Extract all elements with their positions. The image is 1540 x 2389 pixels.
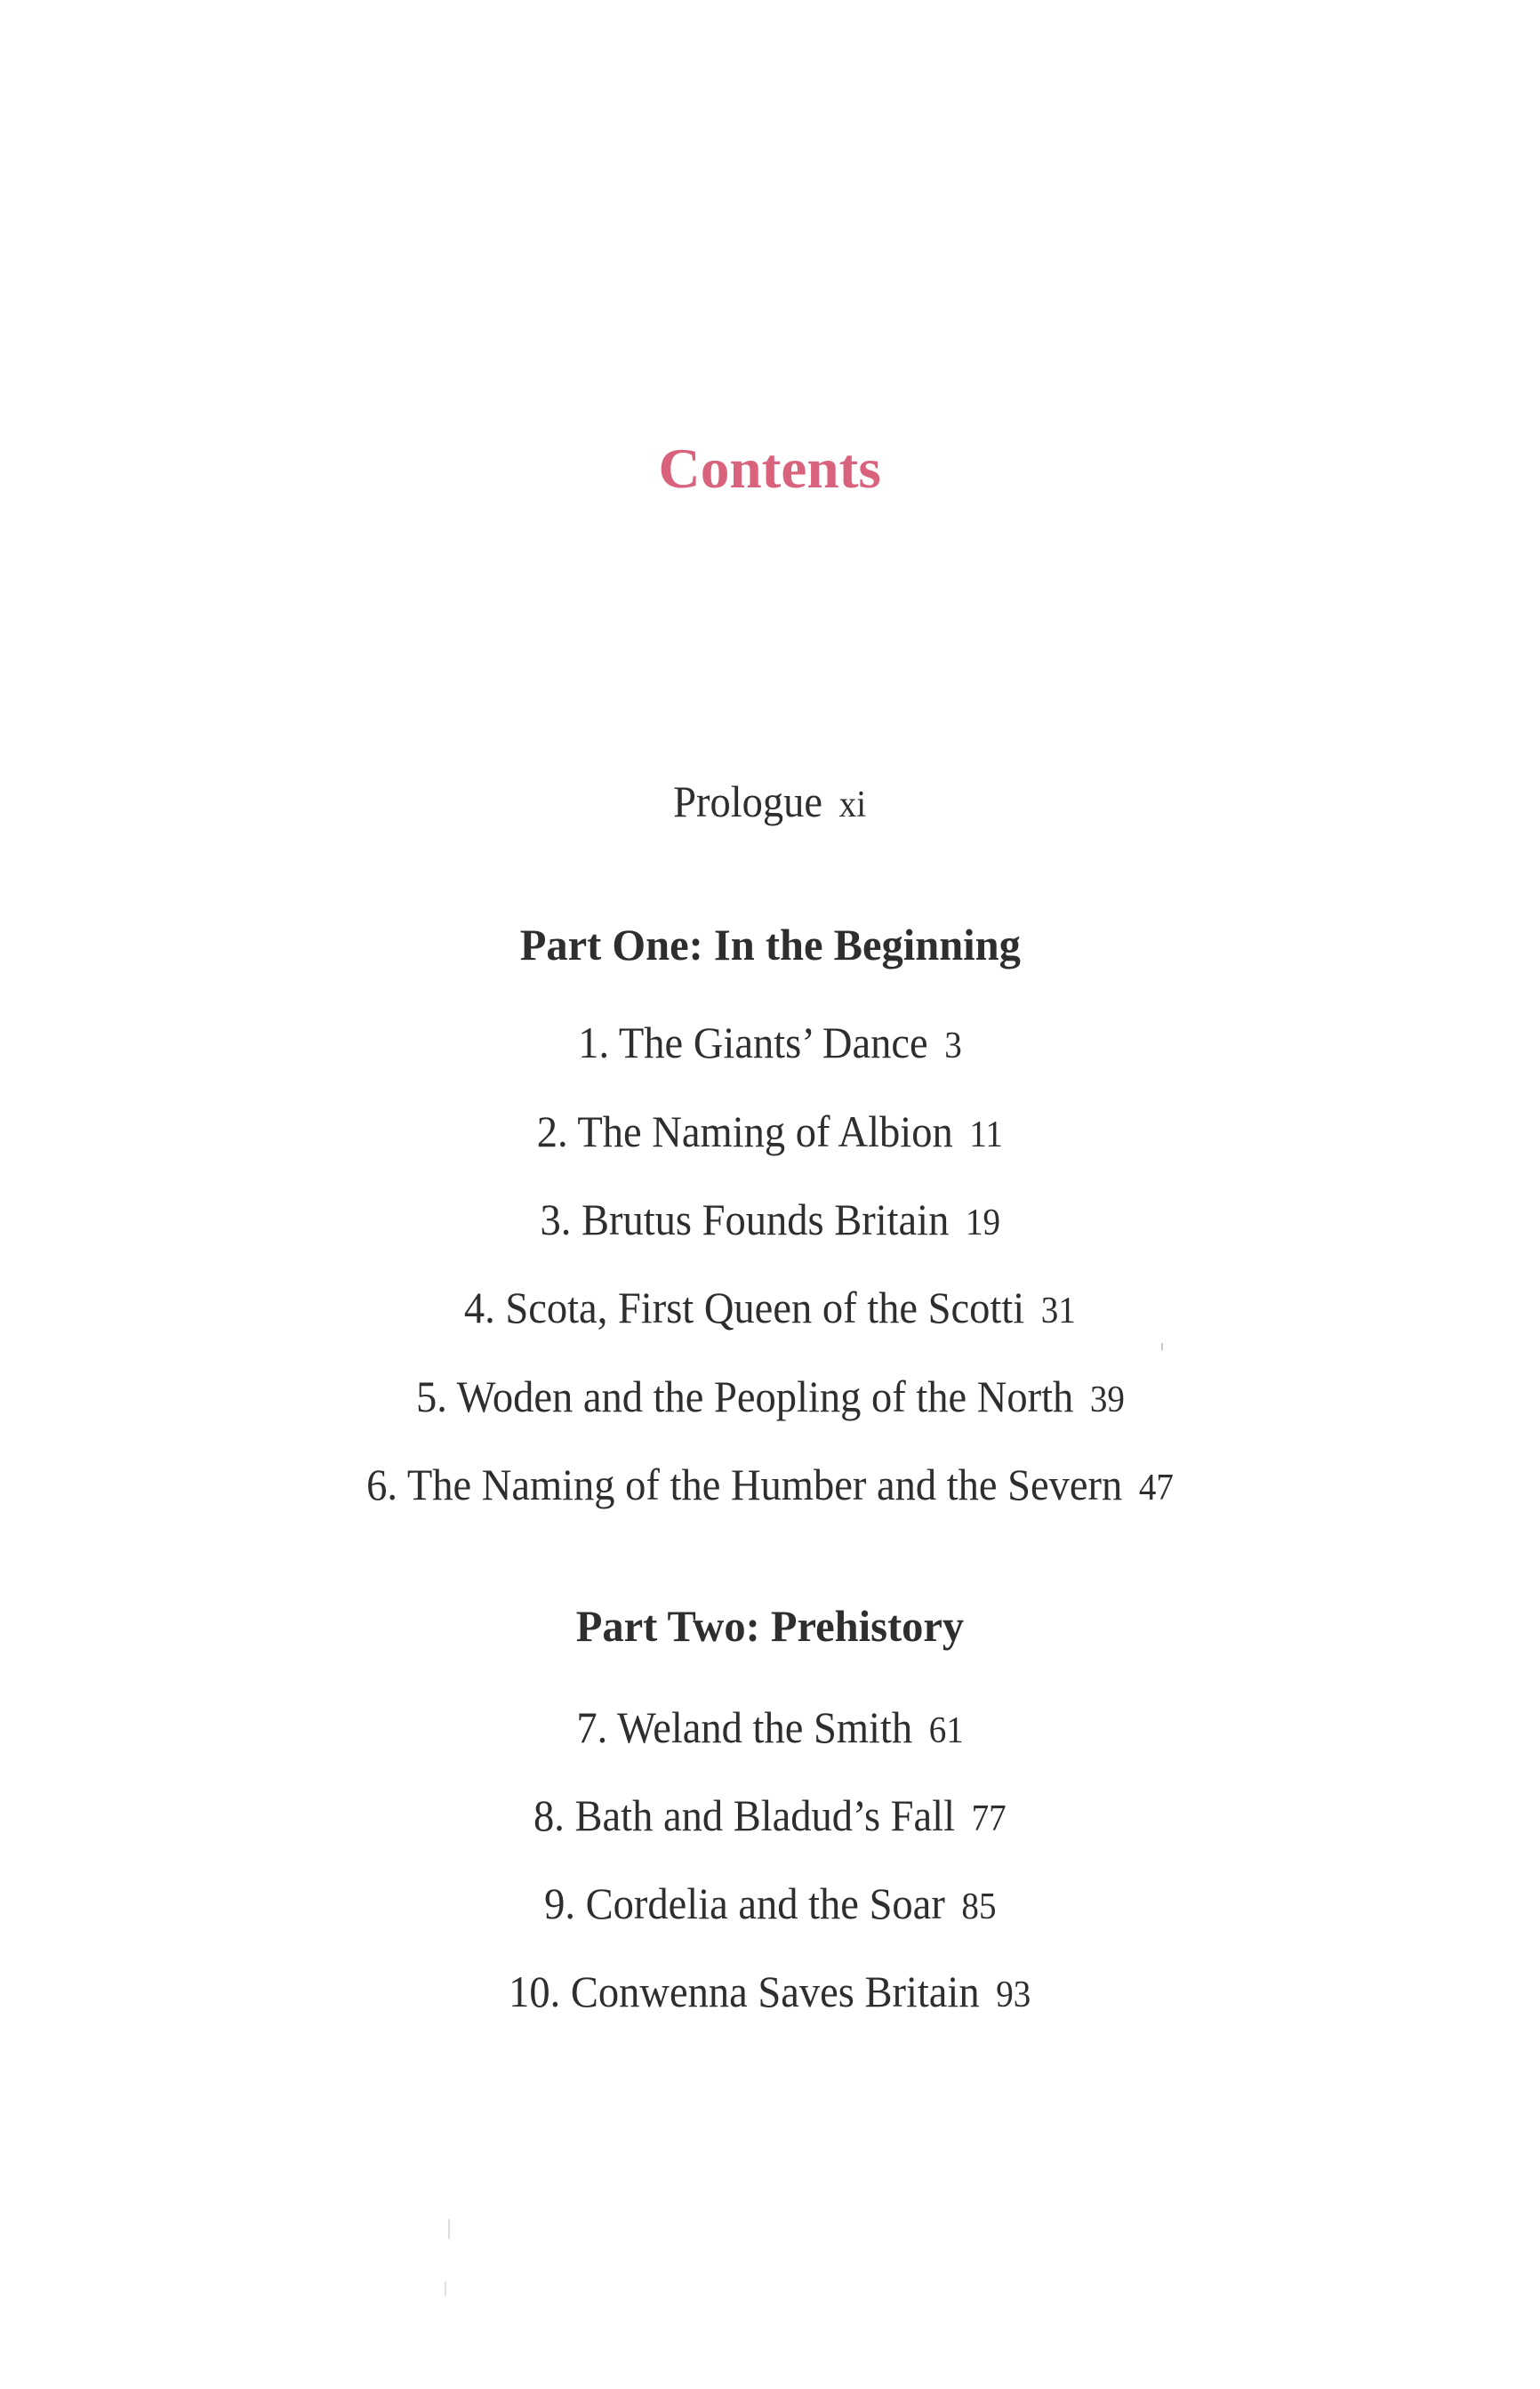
toc-entry-label: 2. The Naming of Albion [536,1106,953,1156]
scan-speck [445,2281,446,2296]
toc-entry-label: 5. Woden and the Peopling of the North [415,1371,1073,1421]
part-heading-text: Part Two: Prehistory [575,1601,965,1651]
toc-entry-label: 6. The Naming of the Humber and the Severn [366,1460,1123,1509]
toc-page-number: xi [839,784,867,825]
toc-page-number: 77 [971,1798,1007,1839]
toc-entry[interactable] [0,1194,1540,1245]
toc-entry[interactable] [0,1459,1540,1510]
toc-entry[interactable] [0,1106,1540,1157]
toc-page-number: 19 [965,1203,1000,1243]
toc-entry-label: 8. Bath and Bladud’s Fall [533,1790,956,1840]
toc-page-number: 93 [996,1975,1031,2015]
scan-speck [448,2219,450,2239]
toc-entry[interactable] [0,1966,1540,2017]
toc-entry[interactable] [0,1282,1540,1333]
toc-entry-label: 4. Scota, First Queen of the Scotti [464,1283,1025,1332]
toc-entry[interactable] [0,1017,1540,1068]
page-title-text: Contents [658,437,882,500]
toc-entry-label: 9. Cordelia and the Soar [543,1878,945,1928]
toc-entry-label: Prologue [673,776,823,826]
toc-entry-label: 3. Brutus Founds Britain [540,1194,950,1244]
toc-entry[interactable] [0,1790,1540,1841]
toc-page-number: 11 [969,1114,1004,1155]
toc-page-number: 61 [928,1710,964,1751]
toc-page-number: 39 [1089,1380,1125,1420]
part-heading [0,1600,1540,1652]
part-heading [0,919,1540,970]
toc-entry-label: 7. Weland the Smith [576,1702,913,1752]
toc-page-number: 31 [1040,1291,1076,1331]
scan-speck [1161,1343,1163,1350]
toc-entry-label: 1. The Giants’ Dance [578,1018,928,1067]
toc-entry[interactable] [0,1701,1540,1753]
part-heading-text: Part One: In the Beginning [519,920,1021,969]
toc-entry[interactable] [0,1878,1540,1929]
toc-entry-label: 10. Conwenna Saves Britain [509,1967,980,2016]
toc-entry[interactable] [0,1371,1540,1422]
toc-page-number: 3 [944,1026,962,1066]
toc-entry-prologue[interactable] [0,776,1540,827]
toc-page-number: 47 [1138,1468,1174,1508]
page-title [0,436,1540,502]
toc-page-number: 85 [961,1886,997,1927]
